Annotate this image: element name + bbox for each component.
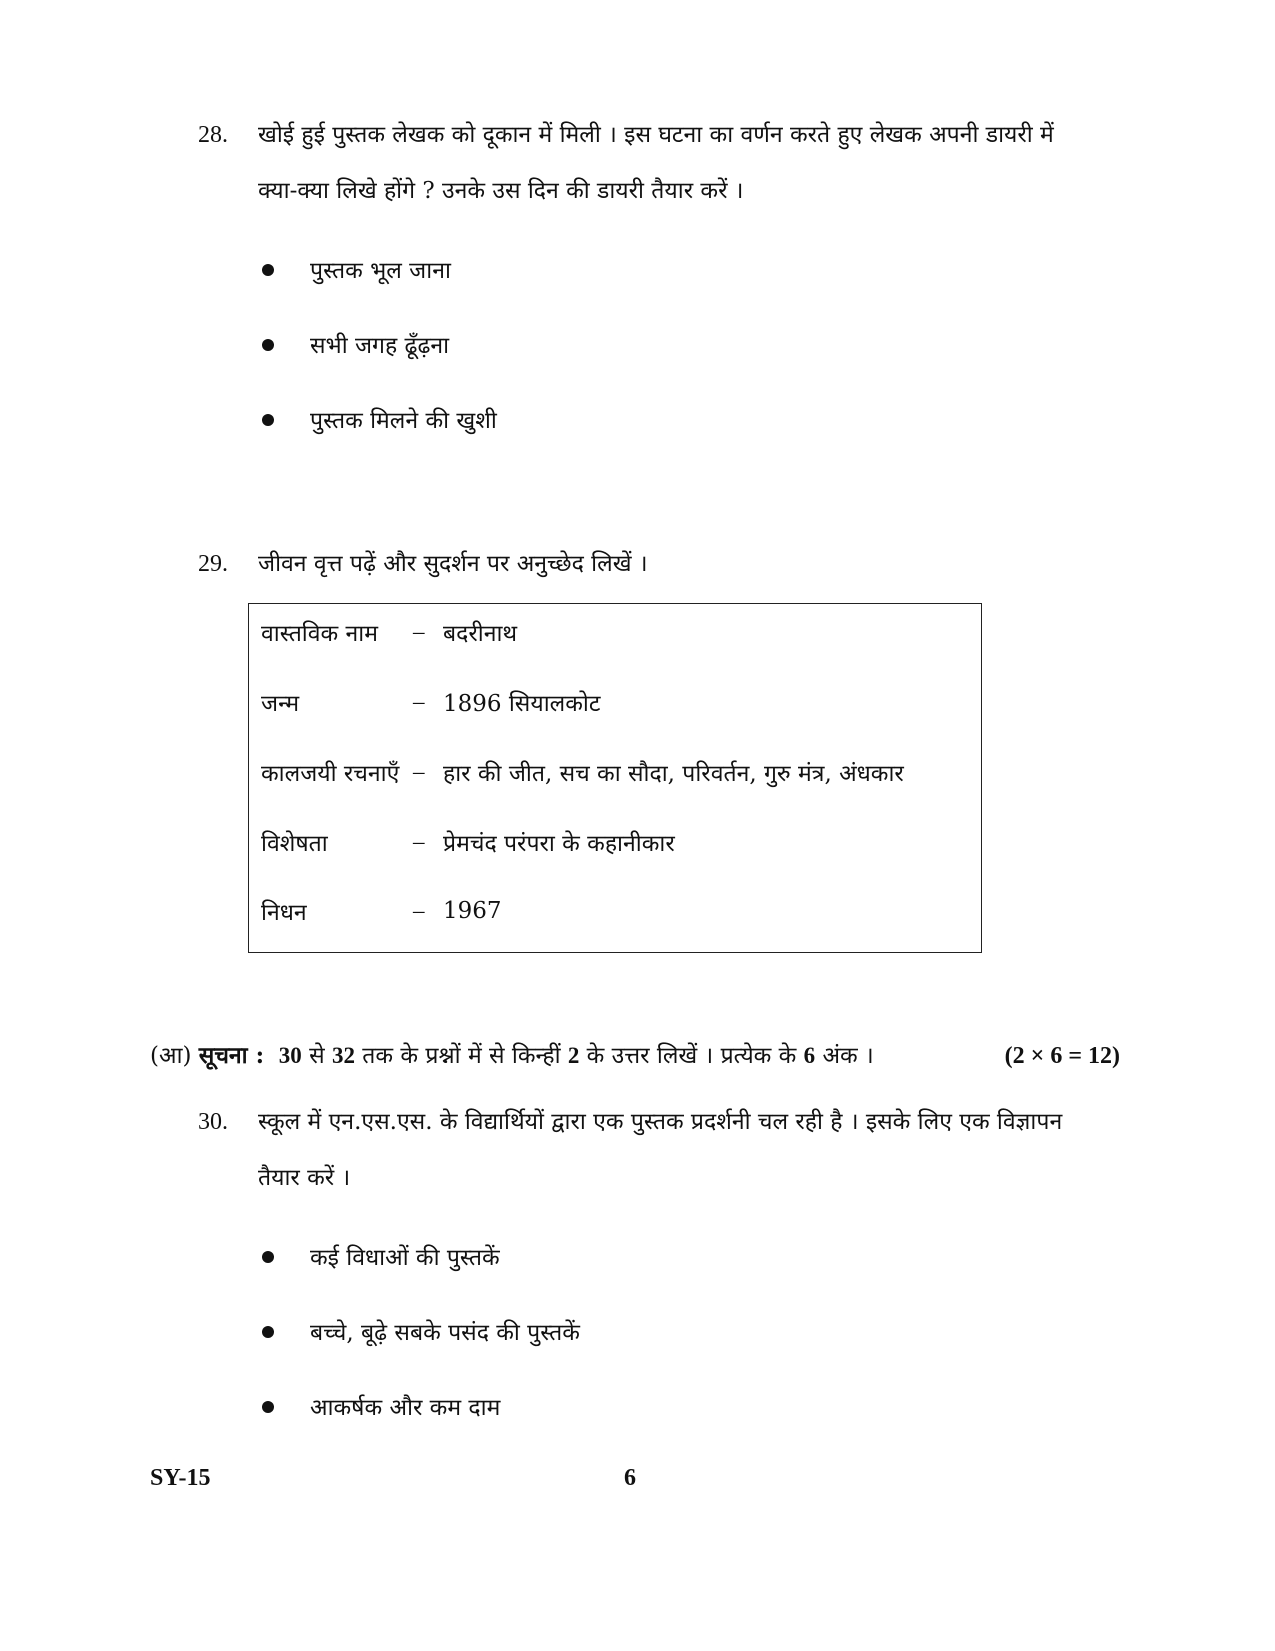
bio-label: वास्तविक नाम <box>261 621 378 647</box>
bullet-icon <box>262 339 274 351</box>
bio-dash: – <box>413 898 425 923</box>
question-29-number: 29. <box>198 551 228 577</box>
bio-row-birth <box>261 686 600 718</box>
paper-code: SY-15 <box>150 1465 211 1491</box>
question-28-bullet-3 <box>262 404 497 434</box>
range-end: 32 <box>331 1043 355 1068</box>
marks-each: 6 <box>803 1043 816 1068</box>
marks-total: (2 × 6 = 12) <box>1004 1043 1120 1069</box>
bullet-text: सभी जगह ढूँढ़ना <box>310 333 450 359</box>
question-28-bullet-1 <box>262 254 451 284</box>
bio-row-death <box>261 895 502 927</box>
bio-row-real-name <box>261 616 517 648</box>
bio-label: जन्म <box>261 691 300 717</box>
bio-value: प्रेमचंद परंपरा के कहानीकार <box>443 831 675 857</box>
bio-value: बदरीनाथ <box>443 621 518 647</box>
bullet-text: आकर्षक और कम दाम <box>310 1395 501 1421</box>
bio-label: कालजयी रचनाएँ <box>261 761 400 787</box>
bio-row-works <box>261 756 904 788</box>
bio-label: विशेषता <box>261 831 328 857</box>
bio-value: 1967 <box>443 898 502 924</box>
bio-label: निधन <box>261 900 307 926</box>
page-number: 6 <box>624 1465 636 1491</box>
bullet-text: पुस्तक मिलने की खुशी <box>310 408 497 434</box>
instruction-text-2: के उत्तर लिखें । प्रत्येक के <box>586 1043 797 1069</box>
notice-label: सूचना : <box>198 1042 265 1069</box>
answer-count: 2 <box>567 1043 580 1068</box>
question-30-bullet-2 <box>262 1316 580 1346</box>
bio-value: 1896 सियालकोट <box>443 691 601 717</box>
question-28-bullet-2 <box>262 329 449 359</box>
question-30-bullet-3 <box>262 1391 500 1421</box>
bullet-text: बच्चे, बूढ़े सबके पसंद की पुस्तकें <box>310 1320 580 1346</box>
bio-dash: – <box>413 829 425 854</box>
bullet-icon <box>262 414 274 426</box>
bullet-text: कई विधाओं की पुस्तकें <box>310 1245 500 1271</box>
question-29-text: जीवन वृत्त पढ़ें और सुदर्शन पर अनुच्छेद लिखें । <box>258 551 648 577</box>
question-30-text-line-1: स्कूल में एन.एस.एस. के विद्यार्थियों द्वारा एक पुस्तक प्रदर्शनी चल रही है । इसके लिए एक विज्ञापन <box>258 1109 1063 1135</box>
section-instruction <box>150 1040 1120 1072</box>
bullet-icon <box>262 1326 274 1338</box>
question-30-number: 30. <box>198 1109 228 1135</box>
question-28-text-line-2: क्या-क्या लिखे होंगे ? उनके उस दिन की डायरी तैयार करें । <box>258 178 744 204</box>
bullet-icon <box>262 264 274 276</box>
bio-row-specialty <box>261 826 675 858</box>
bio-value: हार की जीत, सच का सौदा, परिवर्तन, गुरु मंत्र, अंधकार <box>443 761 904 787</box>
bullet-icon <box>262 1251 274 1263</box>
bullet-text: पुस्तक भूल जाना <box>310 258 451 284</box>
question-28-number: 28. <box>198 122 228 148</box>
question-28-text-line-1: खोई हुई पुस्तक लेखक को दूकान में मिली । इस घटना का वर्णन करते हुए लेखक अपनी डायरी में <box>258 122 1054 148</box>
instruction-text-1: तक के प्रश्नों में से किन्हीं <box>362 1043 561 1069</box>
section-label: (आ) <box>150 1043 192 1069</box>
instruction-text-3: अंक । <box>822 1043 874 1069</box>
bullet-icon <box>262 1401 274 1413</box>
bio-dash: – <box>413 689 425 714</box>
question-30-bullet-1 <box>262 1241 500 1271</box>
bio-dash: – <box>413 759 425 784</box>
range-se: से <box>309 1043 325 1069</box>
question-30-text-line-2: तैयार करें । <box>258 1165 351 1191</box>
bio-dash: – <box>413 619 425 644</box>
range-start: 30 <box>278 1043 302 1068</box>
biography-box <box>248 603 982 953</box>
